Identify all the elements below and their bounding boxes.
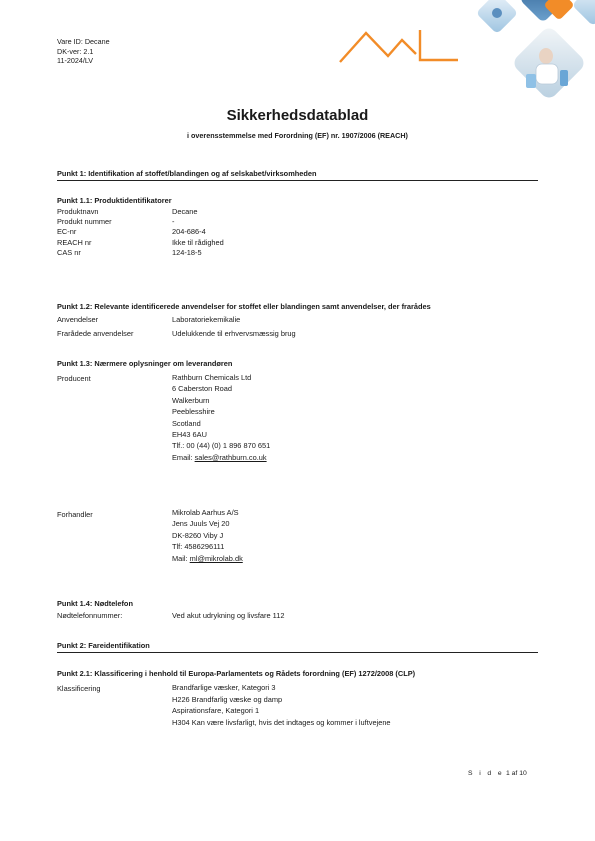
company-logo <box>336 26 460 66</box>
email-prefix: Mail: <box>172 553 190 563</box>
side-label: S i d e <box>468 770 505 777</box>
section-2-heading: Punkt 2: Fareidentifikation <box>57 641 538 653</box>
producent-address <box>172 372 270 463</box>
row-value: Laboratoriekemikalie <box>172 315 241 324</box>
forhandler-city: DK-8260 Viby J <box>172 530 224 540</box>
row-label: Nødtelefonnummer: <box>57 611 123 620</box>
section-2-1-heading: Punkt 2.1: Klassificering i henhold til Europa-Parlamentets og Rådets forordning (EF) 1272/2008 (CLP) <box>57 669 416 678</box>
row-label: Frarådede anvendelser <box>57 329 134 338</box>
row-value: Udelukkende til erhvervsmæssig brug <box>172 329 296 338</box>
classification-item: Brandfarlige væsker, Kategori 3 <box>172 683 276 692</box>
row-value: Ikke til rådighed <box>172 237 224 247</box>
row-value: Decane <box>172 207 198 216</box>
producent-name: Rathburn Chemicals Ltd <box>172 373 252 382</box>
forhandler-label: Forhandler <box>57 510 93 519</box>
table-row <box>57 217 224 227</box>
document-title: Sikkerhedsdatablad <box>226 107 369 124</box>
row-value: Ved akut udrykning og livsfare 112 <box>172 611 285 620</box>
producent-country: Scotland <box>172 418 201 428</box>
producent-county: Peeblesshire <box>172 407 215 417</box>
document-subtitle: i overensstemmelse med Forordning (EF) nr. 1907/2006 (REACH) <box>187 131 408 140</box>
section-1-3-heading: Punkt 1.3: Nærmere oplysninger om leverandøren <box>57 359 233 368</box>
total-pages: af 10 <box>511 770 527 777</box>
forhandler-name: Mikrolab Aarhus A/S <box>172 508 239 517</box>
producent-postcode: EH43 6AU <box>172 430 207 440</box>
row-value: 124-18-5 <box>172 247 202 257</box>
row-label: Anvendelser <box>57 315 99 324</box>
document-meta <box>57 37 110 66</box>
version: DK-ver: 2.1 <box>57 46 94 56</box>
row-label: EC-nr <box>57 227 77 237</box>
table-row <box>57 611 284 621</box>
forhandler-email-link[interactable]: ml@mikrolab.dk <box>189 553 243 563</box>
producent-phone: Tlf.: 00 (44) (0) 1 896 870 651 <box>172 441 271 451</box>
producent-email-line <box>172 452 270 463</box>
product-identifiers-table <box>57 207 224 258</box>
section-1-4-heading: Punkt 1.4: Nødtelefon <box>57 599 133 608</box>
current-page: 1 <box>505 770 510 777</box>
forhandler-street: Jens Juuls Vej 20 <box>172 519 230 529</box>
producent-label: Producent <box>57 374 91 383</box>
header-photo-collage <box>466 0 595 104</box>
classification-list <box>172 682 391 728</box>
producent-street: 6 Caberston Road <box>172 384 232 394</box>
classification-item: Aspirationsfare, Kategori 1 <box>172 706 260 716</box>
forhandler-phone: Tlf: 4586296111 <box>172 542 225 552</box>
section-1-heading: Punkt 1: Identifikation af stoffet/blandingen og af selskabet/virksomheden <box>57 169 538 181</box>
row-label: REACH nr <box>57 237 92 247</box>
producent-email-link[interactable]: sales@rathburn.co.uk <box>194 452 267 462</box>
revision-date: 11-2024/LV <box>57 56 94 66</box>
row-value: 204-686-4 <box>172 227 206 237</box>
row-value: - <box>172 217 175 227</box>
table-row <box>57 207 224 217</box>
forhandler-email-line <box>172 553 243 564</box>
emergency-phone-table <box>57 611 284 621</box>
classification-item: H304 Kan være livsfarligt, hvis det indtages og kommer i luftvejene <box>172 717 391 727</box>
classification-item: H226 Brandfarlig væske og damp <box>172 694 283 704</box>
uses-table <box>57 314 296 342</box>
section-1-1-heading: Punkt 1.1: Produktidentifikatorer <box>57 196 172 205</box>
forhandler-address <box>172 507 243 564</box>
table-row <box>57 314 296 328</box>
table-row <box>57 227 224 237</box>
page-number <box>468 770 527 777</box>
table-row <box>57 238 224 248</box>
row-label: Produktnavn <box>57 207 99 216</box>
row-label: CAS nr <box>57 247 81 257</box>
classification-label: Klassificering <box>57 684 101 693</box>
email-prefix: Email: <box>172 452 195 462</box>
product-id: Vare ID: Decane <box>57 37 110 46</box>
section-1-2-heading: Punkt 1.2: Relevante identificerede anvendelser for stoffet eller blandingen samt anvendelser, der frarådes <box>57 302 431 311</box>
table-row <box>57 328 296 342</box>
row-label: Produkt nummer <box>57 217 112 227</box>
producent-town: Walkerburn <box>172 395 210 405</box>
table-row <box>57 248 224 258</box>
